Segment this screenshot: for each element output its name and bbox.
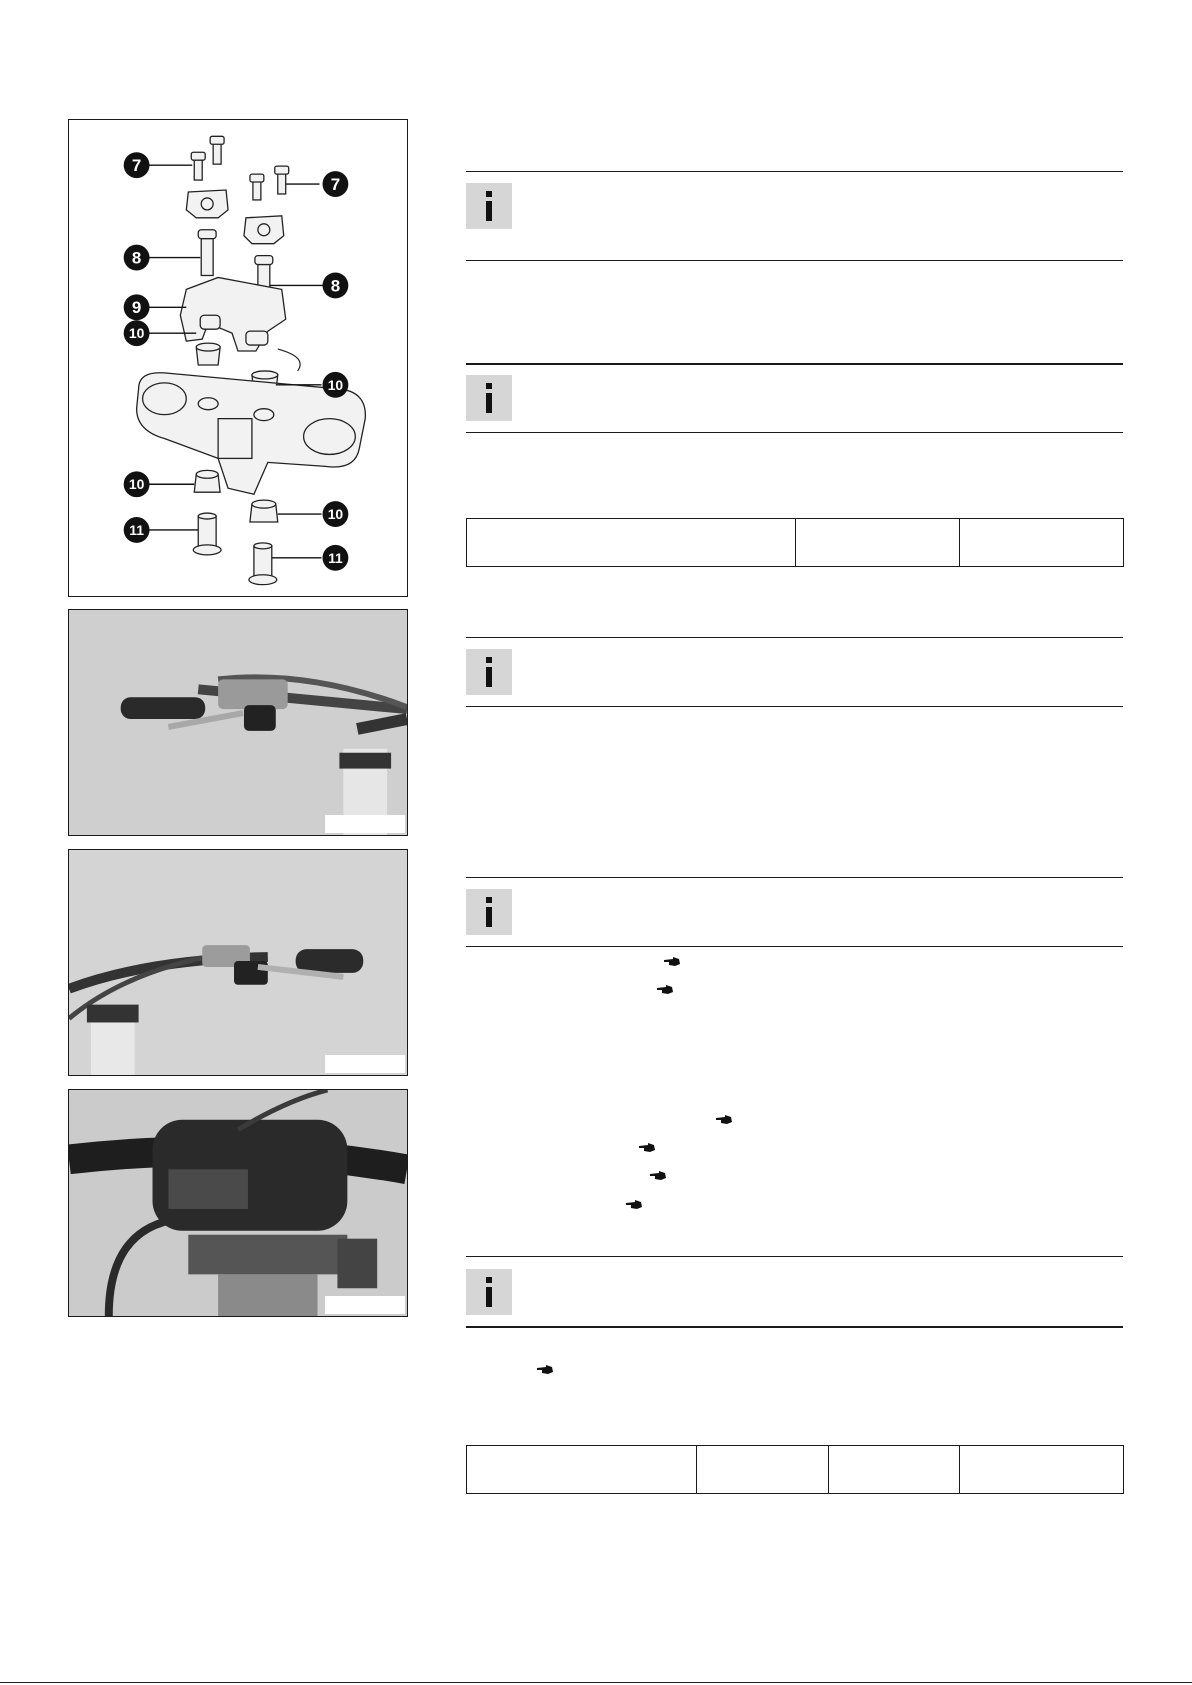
- photo-id-tag: [325, 1055, 405, 1073]
- photo-handlebar-pad: [68, 1089, 408, 1317]
- pointing-hand-icon: [536, 1364, 554, 1375]
- info-icon: [466, 375, 512, 421]
- info-icon: [466, 649, 512, 695]
- pointing-hand-icon: [656, 984, 674, 995]
- spec-table-1: [466, 518, 1124, 567]
- divider-rule: [466, 877, 1123, 878]
- info-icon: [466, 183, 512, 229]
- table-row: [467, 519, 1124, 567]
- photo-left-handlebar: [68, 609, 408, 836]
- right-handlebar-photo-svg: [69, 850, 407, 1075]
- callout-9: 9: [131, 298, 142, 318]
- exploded-clamp-svg: [69, 120, 407, 596]
- table-cell: [467, 519, 796, 567]
- callout-10-a: 10: [128, 325, 145, 342]
- divider-rule: [466, 432, 1123, 433]
- photo-id-tag: [325, 1296, 405, 1314]
- callout-10-b: 10: [327, 376, 344, 393]
- page-bottom-rule: [0, 1682, 1192, 1683]
- callout-8-left: 8: [131, 248, 142, 268]
- divider-rule: [466, 260, 1123, 261]
- table-cell: [467, 1446, 697, 1494]
- pointing-hand-icon: [715, 1114, 733, 1125]
- divider-rule: [466, 946, 1123, 947]
- handlebar-pad-photo-svg: [69, 1090, 407, 1316]
- callout-10-c: 10: [128, 476, 145, 493]
- info-icon: [466, 889, 512, 935]
- pointing-hand-icon: [625, 1199, 643, 1210]
- pointing-hand-icon: [663, 956, 681, 967]
- info-icon: [466, 1269, 512, 1315]
- divider-rule: [466, 706, 1123, 707]
- callout-7-right: 7: [330, 174, 341, 194]
- divider-rule: [466, 363, 1123, 365]
- divider-rule: [466, 1326, 1123, 1328]
- table-cell: [829, 1446, 960, 1494]
- table-cell: [697, 1446, 829, 1494]
- divider-rule: [466, 171, 1123, 172]
- pointing-hand-icon: [649, 1170, 667, 1181]
- left-handlebar-photo-svg: [69, 610, 407, 835]
- exploded-clamp-drawing: [68, 119, 408, 597]
- callout-7-left: 7: [131, 156, 142, 176]
- callout-10-d: 10: [327, 506, 344, 523]
- spec-table-2: [466, 1445, 1124, 1494]
- table-cell: [960, 1446, 1124, 1494]
- photo-id-tag: [325, 815, 405, 833]
- divider-rule: [466, 637, 1123, 638]
- table-cell: [960, 519, 1124, 567]
- pointing-hand-icon: [638, 1142, 656, 1153]
- divider-rule: [466, 1256, 1123, 1257]
- callout-11-a: 11: [129, 521, 144, 538]
- table-cell: [796, 519, 960, 567]
- photo-right-handlebar: [68, 849, 408, 1076]
- table-row: [467, 1446, 1124, 1494]
- callout-8-right: 8: [330, 276, 341, 296]
- callout-11-b: 11: [328, 549, 343, 566]
